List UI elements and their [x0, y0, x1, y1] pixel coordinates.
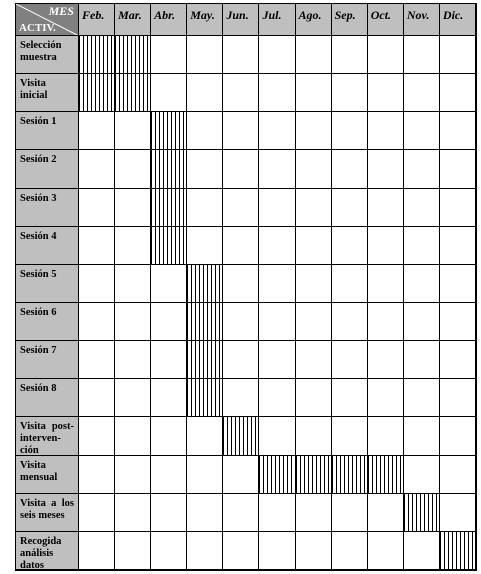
schedule-cell — [223, 36, 259, 74]
schedule-cell — [187, 456, 223, 494]
scheduled-month-cell — [187, 341, 223, 379]
schedule-cell — [332, 150, 368, 188]
schedule-cell — [187, 74, 223, 112]
schedule-cell — [259, 36, 295, 74]
schedule-cell — [440, 494, 476, 532]
schedule-cell — [115, 494, 151, 532]
schedule-cell — [296, 36, 332, 74]
schedule-cell — [151, 379, 187, 417]
schedule-cell — [115, 456, 151, 494]
schedule-cell — [332, 36, 368, 74]
schedule-cell — [368, 265, 404, 303]
schedule-cell — [115, 379, 151, 417]
schedule-cell — [79, 456, 115, 494]
schedule-cell — [368, 379, 404, 417]
schedule-cell — [223, 494, 259, 532]
schedule-cell — [187, 36, 223, 74]
schedule-cell — [187, 150, 223, 188]
schedule-cell — [79, 341, 115, 379]
scheduled-month-cell — [332, 456, 368, 494]
activity-label: Sesión 2 — [16, 150, 79, 188]
activity-label: Selección muestra — [16, 36, 79, 74]
schedule-cell — [440, 265, 476, 303]
scheduled-month-cell — [79, 74, 115, 112]
scheduled-month-cell — [115, 36, 151, 74]
schedule-cell — [332, 303, 368, 341]
month-header: Oct. — [368, 4, 404, 36]
schedule-cell — [440, 227, 476, 265]
schedule-cell — [187, 494, 223, 532]
schedule-cell — [404, 532, 440, 570]
schedule-cell — [259, 379, 295, 417]
schedule-cell — [332, 74, 368, 112]
activity-label: Visita inicial — [16, 74, 79, 112]
month-header: Nov. — [404, 4, 440, 36]
schedule-cell — [440, 150, 476, 188]
schedule-cell — [259, 494, 295, 532]
schedule-cell — [296, 74, 332, 112]
schedule-cell — [368, 532, 404, 570]
schedule-cell — [79, 494, 115, 532]
schedule-cell — [187, 227, 223, 265]
schedule-cell — [440, 417, 476, 455]
schedule-cell — [332, 189, 368, 227]
schedule-cell — [440, 341, 476, 379]
activity-label: Visita a los seis meses — [16, 494, 79, 532]
schedule-cell — [79, 532, 115, 570]
month-header: May. — [187, 4, 223, 36]
schedule-cell — [368, 74, 404, 112]
activity-label: Sesión 7 — [16, 341, 79, 379]
schedule-cell — [440, 456, 476, 494]
activity-label: Sesión 5 — [16, 265, 79, 303]
schedule-cell — [332, 379, 368, 417]
schedule-cell — [404, 265, 440, 303]
schedule-cell — [259, 189, 295, 227]
schedule-cell — [223, 74, 259, 112]
schedule-cell — [115, 417, 151, 455]
scheduled-month-cell — [296, 456, 332, 494]
schedule-cell — [151, 494, 187, 532]
schedule-cell — [259, 341, 295, 379]
scheduled-month-cell — [187, 303, 223, 341]
activity-label: Sesión 8 — [16, 379, 79, 417]
schedule-cell — [187, 417, 223, 455]
schedule-cell — [332, 112, 368, 150]
scheduled-month-cell — [368, 456, 404, 494]
schedule-cell — [440, 303, 476, 341]
activity-label: Sesión 6 — [16, 303, 79, 341]
schedule-cell — [404, 417, 440, 455]
schedule-cell — [368, 189, 404, 227]
schedule-cell — [115, 150, 151, 188]
schedule-cell — [259, 532, 295, 570]
month-header: Jun. — [223, 4, 259, 36]
schedule-cell — [368, 417, 404, 455]
schedule-cell — [440, 36, 476, 74]
month-header: Sep. — [332, 4, 368, 36]
scheduled-month-cell — [79, 36, 115, 74]
schedule-cell — [404, 341, 440, 379]
schedule-cell — [296, 189, 332, 227]
schedule-cell — [151, 265, 187, 303]
schedule-cell — [332, 227, 368, 265]
month-header: Abr. — [151, 4, 187, 36]
schedule-cell — [368, 36, 404, 74]
schedule-cell — [440, 74, 476, 112]
schedule-cell — [223, 112, 259, 150]
schedule-cell — [223, 265, 259, 303]
month-header: Jul. — [259, 4, 295, 36]
scheduled-month-cell — [151, 227, 187, 265]
activity-label: Visita post-interven-ción — [16, 417, 79, 455]
schedule-cell — [187, 532, 223, 570]
month-header: Ago. — [296, 4, 332, 36]
schedule-cell — [151, 341, 187, 379]
month-header: Dic. — [440, 4, 476, 36]
schedule-cell — [332, 265, 368, 303]
schedule-cell — [296, 150, 332, 188]
schedule-cell — [115, 112, 151, 150]
schedule-cell — [404, 379, 440, 417]
schedule-cell — [151, 74, 187, 112]
activity-label: Sesión 3 — [16, 189, 79, 227]
schedule-cell — [440, 112, 476, 150]
schedule-cell — [115, 532, 151, 570]
schedule-cell — [151, 456, 187, 494]
scheduled-month-cell — [151, 189, 187, 227]
scheduled-month-cell — [151, 150, 187, 188]
schedule-cell — [368, 303, 404, 341]
activity-label: Sesión 1 — [16, 112, 79, 150]
schedule-cell — [151, 417, 187, 455]
schedule-cell — [296, 227, 332, 265]
schedule-cell — [79, 303, 115, 341]
schedule-cell — [440, 379, 476, 417]
schedule-cell — [115, 341, 151, 379]
schedule-cell — [332, 417, 368, 455]
schedule-cell — [368, 341, 404, 379]
schedule-cell — [259, 74, 295, 112]
scheduled-month-cell — [223, 417, 259, 455]
scheduled-month-cell — [115, 74, 151, 112]
schedule-cell — [404, 456, 440, 494]
schedule-cell — [332, 494, 368, 532]
schedule-cell — [296, 341, 332, 379]
schedule-cell — [404, 150, 440, 188]
schedule-cell — [223, 379, 259, 417]
schedule-cell — [404, 112, 440, 150]
schedule-cell — [404, 36, 440, 74]
schedule-cell — [259, 112, 295, 150]
schedule-cell — [187, 112, 223, 150]
schedule-cell — [296, 303, 332, 341]
schedule-cell — [259, 417, 295, 455]
schedule-cell — [79, 379, 115, 417]
schedule-cell — [296, 379, 332, 417]
schedule-cell — [79, 265, 115, 303]
schedule-cell — [79, 112, 115, 150]
schedule-cell — [151, 532, 187, 570]
schedule-cell — [296, 417, 332, 455]
schedule-cell — [223, 150, 259, 188]
schedule-cell — [296, 265, 332, 303]
schedule-cell — [368, 112, 404, 150]
schedule-cell — [404, 189, 440, 227]
corner-month-label: MES — [48, 4, 74, 18]
schedule-cell — [223, 341, 259, 379]
activity-label: Sesión 4 — [16, 227, 79, 265]
schedule-cell — [368, 150, 404, 188]
schedule-cell — [440, 189, 476, 227]
schedule-cell — [332, 532, 368, 570]
schedule-cell — [79, 150, 115, 188]
corner-activity-label: ACTIV. — [19, 22, 56, 34]
schedule-cell — [223, 456, 259, 494]
month-header: Mar. — [115, 4, 151, 36]
schedule-cell — [79, 227, 115, 265]
schedule-cell — [296, 494, 332, 532]
scheduled-month-cell — [440, 532, 476, 570]
scheduled-month-cell — [187, 265, 223, 303]
month-header: Feb. — [79, 4, 115, 36]
schedule-cell — [259, 150, 295, 188]
scheduled-month-cell — [259, 456, 295, 494]
activity-label: Recogida análisis datos — [16, 532, 79, 570]
schedule-cell — [223, 189, 259, 227]
schedule-cell — [259, 303, 295, 341]
schedule-cell — [259, 265, 295, 303]
scheduled-month-cell — [187, 379, 223, 417]
scheduled-month-cell — [151, 112, 187, 150]
schedule-cell — [223, 303, 259, 341]
schedule-cell — [332, 341, 368, 379]
schedule-cell — [368, 494, 404, 532]
schedule-cell — [187, 189, 223, 227]
schedule-cell — [259, 227, 295, 265]
activity-label: Visita mensual — [16, 456, 79, 494]
schedule-cell — [368, 227, 404, 265]
schedule-cell — [404, 74, 440, 112]
schedule-cell — [404, 303, 440, 341]
activity-schedule-table — [15, 3, 477, 571]
schedule-cell — [223, 227, 259, 265]
schedule-cell — [79, 189, 115, 227]
schedule-cell — [404, 227, 440, 265]
schedule-cell — [115, 265, 151, 303]
schedule-cell — [151, 36, 187, 74]
schedule-cell — [151, 303, 187, 341]
schedule-cell — [296, 112, 332, 150]
schedule-cell — [115, 227, 151, 265]
corner-header-cell — [16, 4, 79, 36]
schedule-cell — [115, 303, 151, 341]
scheduled-month-cell — [404, 494, 440, 532]
schedule-cell — [79, 417, 115, 455]
schedule-cell — [296, 532, 332, 570]
schedule-cell — [223, 532, 259, 570]
schedule-cell — [115, 189, 151, 227]
